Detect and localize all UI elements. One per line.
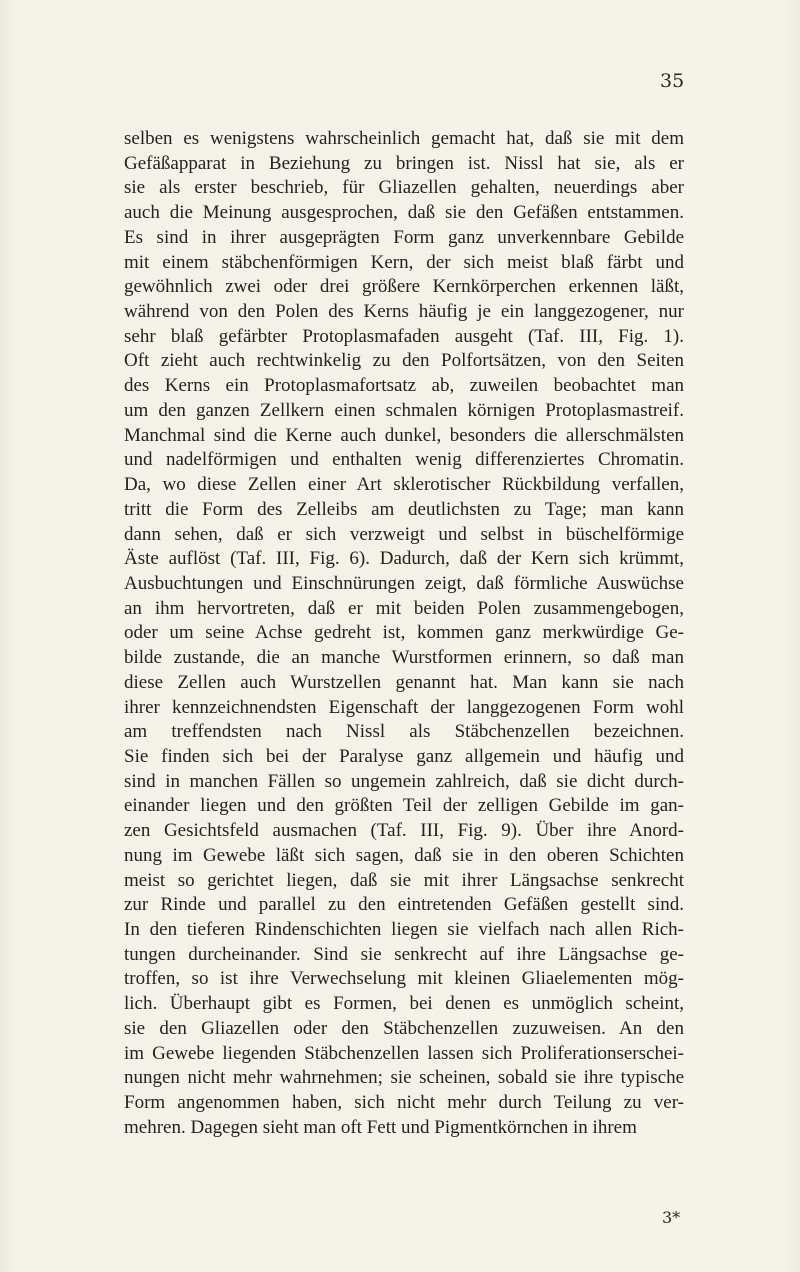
text-line: oder um seine Achse gedreht ist, kommen ganz merkwürdige Ge-: [124, 622, 684, 644]
text-line: diese Zellen auch Wurstzellen genannt hat. Man kann sie nach: [124, 671, 684, 693]
text-line: selben es wenigstens wahrscheinlich gemacht hat, daß sie mit dem: [124, 128, 684, 149]
text-line: Da, wo diese Zellen einer Art sklerotischer Rückbildung verfallen,: [124, 474, 684, 496]
text-line: troffen, so ist ihre Verwechselung mit kleinen Gliaelementen mög-: [124, 968, 684, 990]
text-line: Oft zieht auch rechtwinkelig zu den Polfortsätzen, von den Seiten: [124, 350, 684, 372]
body-text: [124, 127, 684, 1140]
text-line: nung im Gewebe läßt sich sagen, daß sie in den oberen Schichten: [124, 844, 684, 866]
text-line: tungen durcheinander. Sind sie senkrecht auf ihre Längsachse ge-: [124, 943, 684, 965]
text-line: auch die Meinung ausgesprochen, daß sie den Gefäßen entstammen.: [124, 202, 684, 224]
text-line: ihrer kennzeichnendsten Eigenschaft der langgezogenen Form wohl: [124, 696, 684, 718]
text-line: am treffendsten nach Nissl als Stäbchenzellen bezeichnen.: [124, 721, 684, 743]
text-line: an ihm hervortreten, daß er mit beiden Polen zusammengebogen,: [124, 597, 684, 619]
text-line: In den tieferen Rindenschichten liegen sie vielfach nach allen Rich-: [124, 919, 684, 940]
text-line: tritt die Form des Zelleibs am deutlichsten zu Tage; man kann: [124, 498, 684, 520]
text-line: bilde zustande, die an manche Wurstformen erinnern, so daß man: [124, 647, 684, 669]
text-line: sie den Gliazellen oder den Stäbchenzellen zuzuweisen. An den: [124, 1017, 684, 1039]
text-line: Manchmal sind die Kerne auch dunkel, besonders die allerschmälsten: [124, 424, 684, 446]
text-line: Form angenommen haben, sich nicht mehr durch Teilung zu ver-: [124, 1092, 684, 1114]
text-line: sind in manchen Fällen so ungemein zahlreich, daß sie dicht durch-: [124, 770, 684, 792]
text-line: des Kerns ein Protoplasmafortsatz ab, zuweilen beobachtet man: [124, 375, 684, 397]
signature-mark: 3*: [662, 1208, 681, 1227]
text-line: um den ganzen Zellkern einen schmalen körnigen Protoplasmastreif.: [124, 399, 684, 421]
text-line: meist so gerichtet liegen, daß sie mit ihrer Längsachse senkrecht: [124, 869, 684, 891]
text-line: zen Gesichtsfeld ausmachen (Taf. III, Fig. 9). Über ihre Anord-: [124, 820, 684, 842]
text-line: und nadelförmigen und enthalten wenig differenziertes Chromatin.: [124, 449, 684, 471]
text-line: Es sind in ihrer ausgeprägten Form ganz unverkennbare Gebilde: [124, 226, 684, 248]
text-line: Ausbuchtungen und Einschnürungen zeigt, daß förmliche Auswüchse: [124, 572, 684, 594]
text-line: im Gewebe liegenden Stäbchenzellen lassen sich Proliferationserschei-: [124, 1042, 684, 1064]
text-line: lich. Überhaupt gibt es Formen, bei denen es unmöglich scheint,: [124, 993, 684, 1015]
text-line: Gefäßapparat in Beziehung zu bringen ist. Nissl hat sie, als er: [124, 152, 684, 174]
text-line: einander liegen und den größten Teil der zelligen Gebilde im gan-: [124, 795, 684, 817]
text-line: zur Rinde und parallel zu den eintretenden Gefäßen gestellt sind.: [124, 894, 684, 916]
text-line: sehr blaß gefärbter Protoplasmafaden ausgeht (Taf. III, Fig. 1).: [124, 325, 684, 347]
text-line: Äste auflöst (Taf. III, Fig. 6). Dadurch, daß der Kern sich krümmt,: [124, 548, 684, 570]
text-line: sie als erster beschrieb, für Gliazellen gehalten, neuerdings aber: [124, 177, 684, 199]
text-line: mehren. Dagegen sieht man oft Fett und Pigmentkörnchen in ihrem: [124, 1116, 637, 1138]
page-number: 35: [660, 70, 685, 92]
text-line: Sie finden sich bei der Paralyse ganz allgemein und häufig und: [124, 745, 684, 767]
text-line: gewöhnlich zwei oder drei größere Kernkörperchen erkennen läßt,: [124, 276, 684, 298]
text-line: während von den Polen des Kerns häufig je ein langgezogener, nur: [124, 301, 684, 323]
text-line: mit einem stäbchenförmigen Kern, der sich meist blaß färbt und: [124, 251, 684, 273]
text-line: dann sehen, daß er sich verzweigt und selbst in büschelförmige: [124, 523, 684, 545]
text-line: nungen nicht mehr wahrnehmen; sie scheinen, sobald sie ihre typische: [124, 1067, 684, 1089]
